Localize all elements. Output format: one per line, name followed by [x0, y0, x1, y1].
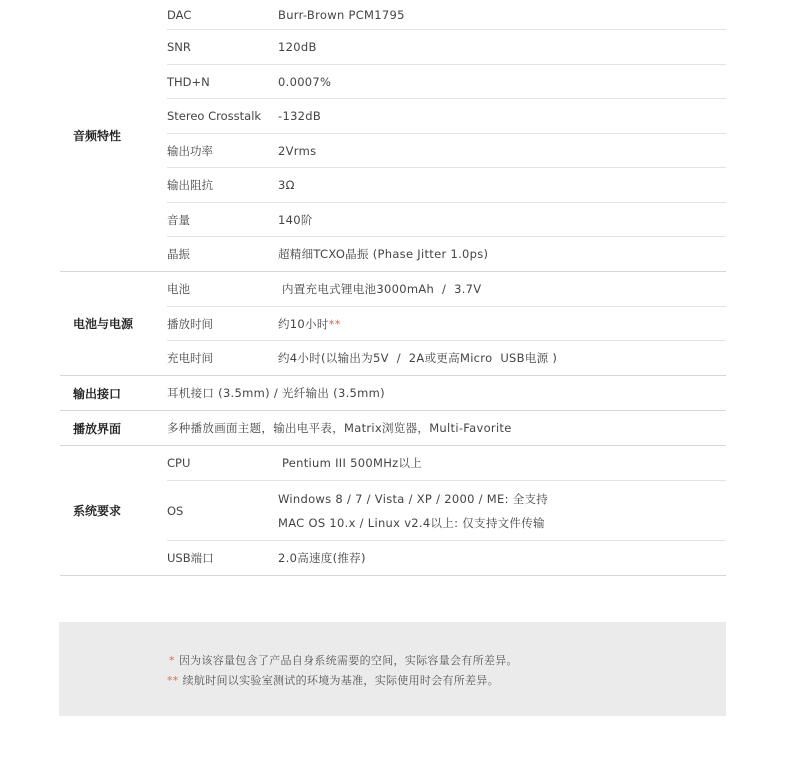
group-audio [60, 0, 726, 272]
group-system [60, 446, 726, 576]
spec-value: 多种播放画面主题，输出电平表，Matrix浏览器，Multi-Favorite [167, 421, 512, 435]
spec-key: USB端口 [167, 551, 214, 565]
spec-row-output-impedance [167, 168, 726, 203]
spec-value: 2Vrms [278, 143, 317, 158]
spec-row-usb [167, 541, 726, 575]
spec-row-output-ports [167, 376, 726, 410]
spec-value: 0.0007% [278, 74, 332, 89]
spec-value: 内置充电式锂电池3000mAh / 3.7V [278, 282, 482, 296]
footnote-mark: * [169, 654, 175, 667]
spec-row-thd [167, 65, 726, 99]
spec-row-os [167, 481, 726, 541]
group-title: 电池与电源 [73, 317, 134, 331]
spec-table [60, 0, 726, 576]
footnote-mark: ** [328, 316, 341, 331]
spec-row-volume [167, 203, 726, 237]
group-title: 音频特性 [73, 129, 122, 143]
spec-row-cpu [167, 446, 726, 481]
spec-key: 播放时间 [167, 316, 213, 331]
spec-value: 120dB [278, 40, 317, 54]
spec-key: 电池 [167, 282, 190, 296]
spec-row-output-power [167, 134, 726, 168]
spec-key: 充电时间 [167, 351, 213, 365]
footnote-2 [167, 672, 499, 688]
spec-row-battery [167, 272, 726, 307]
footnote-box [59, 622, 726, 716]
spec-key: CPU [167, 456, 191, 470]
spec-key: THD+N [167, 74, 210, 89]
spec-row-charge-time [167, 341, 726, 375]
spec-value-line: Windows 8 / 7 / Vista / XP / 2000 / ME: 全支持 [278, 491, 549, 506]
spec-value-text: 约10小时 [278, 316, 329, 331]
spec-value: Burr-Brown PCM1795 [278, 7, 405, 22]
footnote-text: 因为该容量包含了产品自身系统需要的空间，实际容量会有所差异。 [178, 654, 518, 667]
spec-key: 晶振 [167, 247, 190, 261]
spec-row-crosstalk [167, 99, 726, 134]
spec-key: 输出阻抗 [167, 178, 213, 192]
spec-key: DAC [167, 7, 192, 22]
spec-value [278, 312, 726, 336]
spec-value: 2.0高速度(推荐) [278, 551, 366, 565]
spec-row-crystal [167, 237, 726, 271]
footnote-mark: ** [167, 674, 179, 687]
group-title: 输出接口 [73, 386, 122, 401]
footnote-text: 续航时间以实验室测试的环境为基准，实际使用时会有所差异。 [182, 674, 500, 687]
spec-value-line: MAC OS 10.x / Linux v2.4以上: 仅支持文件传输 [278, 515, 545, 530]
group-title: 系统要求 [73, 504, 122, 518]
spec-value: 耳机接口 (3.5mm) / 光纤输出 (3.5mm) [167, 386, 385, 400]
spec-key: OS [167, 503, 184, 518]
footnote-1 [169, 652, 518, 668]
spec-key: 音量 [167, 212, 190, 227]
spec-key: SNR [167, 40, 191, 54]
spec-row-interface [167, 411, 726, 445]
spec-row-play-time [167, 307, 726, 341]
spec-row-dac [167, 0, 726, 30]
spec-value: 3Ω [278, 178, 295, 192]
group-interface [60, 411, 726, 446]
group-output [60, 376, 726, 411]
spec-value: Pentium III 500MHz以上 [278, 456, 423, 470]
spec-value: -132dB [278, 109, 322, 123]
spec-value [278, 487, 726, 535]
spec-value: 140阶 [278, 212, 313, 227]
group-title: 播放界面 [73, 421, 122, 436]
spec-key: 输出功率 [167, 143, 213, 158]
spec-value: 超精细TCXO晶振 (Phase Jitter 1.0ps) [278, 247, 489, 261]
spec-value: 约4小时(以输出为5V / 2A或更高Micro USB电源 ) [278, 351, 558, 365]
group-battery [60, 272, 726, 376]
spec-row-snr [167, 30, 726, 65]
spec-key: Stereo Crosstalk [167, 109, 262, 123]
